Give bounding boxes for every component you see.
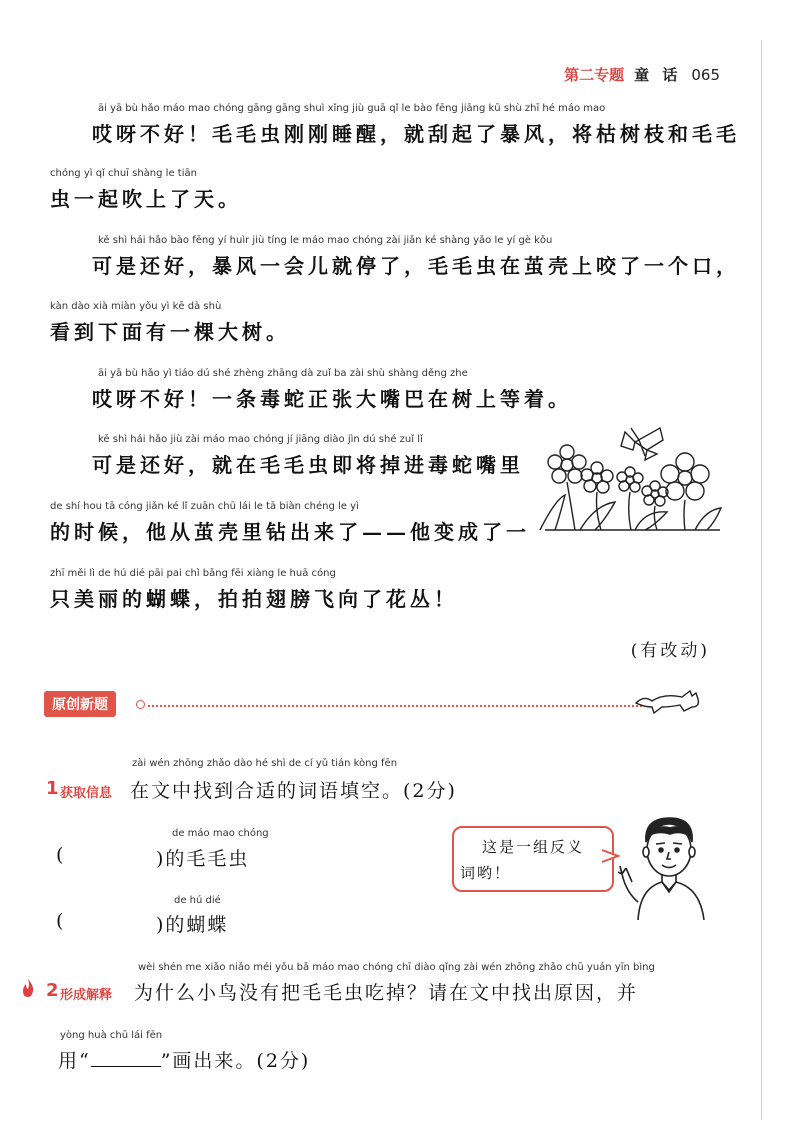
story-pinyin-4: kàn dào xià miàn yǒu yì kē dà shù (50, 301, 222, 312)
q1-pinyin: zài wén zhōng zhǎo dào hé shì de cí yǔ tián kòng fēn (132, 758, 398, 769)
story-line-8: 只美丽的蝴蝶，拍拍翅膀飞向了花丛！ (50, 587, 458, 611)
story-line-5: 哎呀不好！一条毒蛇正张大嘴巴在树上等着。 (92, 387, 572, 411)
story-pinyin-1: āi yā bù hǎo máo mao chóng gāng gāng shuì xǐng jiù guā qǐ le bào fēng jiāng kū shù zhī hé máo mao (98, 103, 606, 114)
story-line-3: 可是还好，暴风一会儿就停了，毛毛虫在茧壳上咬了一个口， (92, 254, 740, 278)
boy-avatar-icon (618, 812, 718, 920)
flower-icon (548, 445, 709, 506)
bubble-tail (600, 846, 620, 866)
source-note: (有改动) (630, 641, 710, 661)
header-section: 第二专题 (564, 66, 625, 84)
q2-pinyin: wèi shén me xiǎo niǎo méi yǒu bǎ máo mao chóng chī diào qǐng zài wén zhōng zhǎo chū yuán yīn bìng (138, 962, 655, 973)
story-line-4: 看到下面有一棵大树。 (50, 320, 290, 344)
page-edge-line (761, 40, 762, 1120)
story-pinyin-2: chóng yì qǐ chuī shàng le tiān (50, 168, 197, 179)
q1-blank1-pinyin: de máo mao chóng (172, 828, 269, 839)
q1-blank2-open[interactable]: ( (56, 910, 66, 932)
section-tag: 原创新题 (44, 691, 116, 717)
header-subject: 童 话 (634, 66, 682, 84)
story-line-1: 哎呀不好！毛毛虫刚刚睡醒，就刮起了暴风，将枯树枝和毛毛 (92, 122, 740, 146)
butterfly-icon (621, 428, 663, 460)
q1-blank2-close: )的蝴蝶 (156, 914, 229, 936)
q1-blank2-pinyin: de hú dié (174, 895, 221, 906)
hint-line-1: 这是一组反义 (482, 838, 585, 856)
story-line-2: 虫一起吹上了天。 (50, 187, 242, 211)
page-header (564, 64, 720, 85)
hint-line-2: 词哟！ (460, 864, 512, 882)
q1-tag: 获取信息 (60, 786, 113, 801)
q2-text-2a: 用“ (58, 1050, 91, 1072)
q2-blank[interactable] (91, 1048, 161, 1067)
story-pinyin-6: kě shì hái hǎo jiù zài máo mao chóng jí jiāng diào jìn dú shé zuǐ lǐ (98, 434, 423, 445)
q1-text: 在文中找到合适的词语填空。(2分) (130, 780, 457, 802)
q2-pinyin-2: yòng huà chū lái fēn (60, 1030, 163, 1041)
section-dot (136, 700, 145, 709)
q2-tag: 形成解释 (60, 988, 113, 1003)
story-line-6: 可是还好，就在毛毛虫即将掉进毒蛇嘴里 (92, 453, 524, 477)
page-number: 065 (691, 66, 720, 84)
q1-blank1-open[interactable]: ( (56, 844, 66, 866)
section-divider (148, 705, 658, 707)
q2-answer-line (58, 1046, 310, 1073)
q1-blank1-close: )的毛毛虫 (156, 848, 250, 870)
story-line-7: 的时候，他从茧壳里钻出来了——他变成了一 (50, 520, 530, 544)
q2-number: 2 (46, 980, 59, 1001)
cat-icon (634, 685, 704, 715)
story-pinyin-3: kě shì hái hǎo bào fēng yí huìr jiù tíng le máo mao chóng zài jiǎn ké shàng yǎo le yí gè kǒu (98, 235, 553, 246)
flowers-butterfly-illustration (535, 420, 725, 535)
story-pinyin-7: de shí hou tā cóng jiǎn ké lǐ zuān chū lái le tā biàn chéng le yì (50, 501, 359, 512)
story-pinyin-5: āi yā bù hǎo yì tiáo dú shé zhèng zhāng dà zuǐ ba zài shù shàng děng zhe (98, 368, 468, 379)
q2-text-2b: ”画出来。(2分) (160, 1050, 311, 1072)
q2-text: 为什么小鸟没有把毛毛虫吃掉？请在文中找出原因，并 (134, 982, 639, 1004)
q1-number: 1 (46, 778, 59, 799)
hint-bubble (452, 826, 614, 892)
section-bar (44, 691, 704, 717)
story-pinyin-8: zhī měi lì de hú dié pāi pai chì bǎng fēi xiàng le huā cóng (50, 568, 336, 579)
flame-icon (20, 978, 36, 998)
